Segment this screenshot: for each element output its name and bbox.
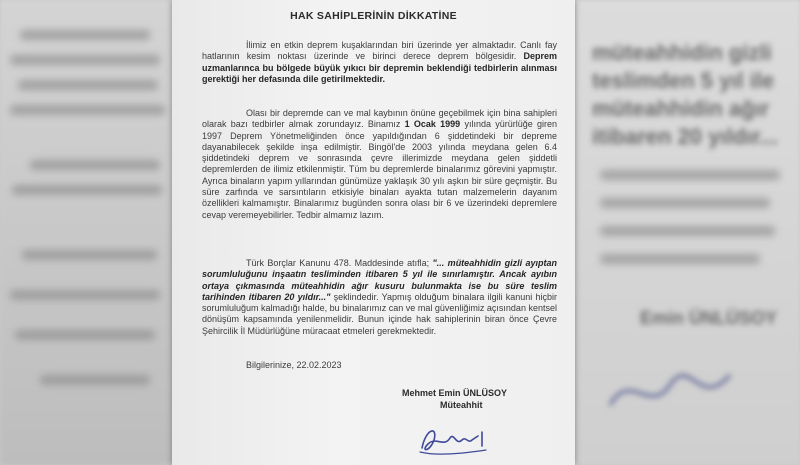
paragraph-1-text: İlimiz en etkin deprem kuşaklarından biri üzerinde yer almaktadır. Canlı fay hatlarının kesim noktası üzerinde ve birinci derece deprem bölgesidir.: [202, 40, 557, 62]
paragraph-1-bold: Deprem uzmanlarınca bu bölgede büyük yıkıcı bir depremin beklendiği tedbirlerin alınması gerektiği her defasında dile getirilmektedir.: [202, 51, 557, 84]
blurred-text: müteahhidin gizli: [592, 40, 772, 65]
paragraph-2-text-b: yılında yürürlüğe giren 1997 Deprem Yönetmeliğinden önce yapıldığından 6 şiddetindeki bir depreme dayanabilecek şekilde inşa edilmiştir. Bingöl'de 2003 yılında meydana gelen 6.4 şiddetindeki deprem ve sonrasında çevre illerimizde meydana gelen şiddetli depremlerden de ilimiz etkilenmiştir. Tüm bu depremlerde binalarımız görevini yapmıştır. Ayrıca binaların yapım yıllarından günümüze yaklaşık 30 yılı aşkın bir süre geçmiştir. Bu süre zarfında ve sarsıntıların etkisiyle binaları ayakta tutan malzemelerin dayanım özellikleri kalmamıştır. Binalarımız bugünden sonra olası bir 6 ve üzerindeki depremlere cevap veremeyebilirler. Tedbir almamız lazım.: [202, 119, 558, 220]
blurred-text: itibaren 20 yıldır...: [592, 124, 778, 149]
blurred-line: [12, 185, 162, 195]
blurred-line: [10, 290, 160, 300]
paragraph-3-text-b: şeklindedir. Yapmış olduğum binalara ilgili kanuni hiçbir sorumluluğum kalmadığı halde, bu binalarımız can ve mal güvenliğimiz açısından kentsel dönüşüm kapsamında yenilenmelidir. Bunun içinde hak sahiplerinin biran önce Çevre Şehircilik İl Müdürlüğüne müracaat etmeleri gerekmektedir.: [202, 291, 557, 336]
background-left-blurred: [0, 0, 175, 465]
blurred-line: [20, 30, 150, 40]
paragraph-1: [202, 40, 557, 85]
signer-title: Müteahhit: [440, 400, 483, 410]
paragraph-2-text-a: Olası bir depremde can ve mal kaybının önüne geçebilmek için bina sahipleri olarak bazı tedbirler almak zorundayız. Binamız: [202, 108, 557, 130]
blurred-line: [10, 105, 165, 115]
blurred-line: [600, 170, 780, 180]
blurred-text: müteahhidin ağır: [592, 96, 770, 121]
blurred-line: [15, 330, 155, 340]
blurred-line: [18, 80, 158, 90]
blurred-text: Emin ÜNLÜSOY: [640, 308, 778, 328]
closing-date: Bilgilerinize, 22.02.2023: [246, 360, 342, 370]
blurred-line: [40, 375, 150, 385]
blurred-line: [10, 55, 160, 65]
blurred-line: [30, 160, 160, 170]
law-quote: "... müteahhidin gizli ayıptan sorumluluğunu inşaatın tesliminden itibaren 5 yıl ile sınırlamıştır. Ancak ayıbın ortaya çıkmasında müteahhidin ağır kusuru bulunmakta ise bu süre teslim tarihinden itibaren 20 yıldır...": [202, 258, 557, 302]
blurred-line: [600, 254, 760, 264]
blurred-line: [600, 226, 775, 236]
blurred-line: [600, 198, 770, 208]
paragraph-3-text-a: Türk Borçlar Kanunu 478. Maddesinde atıfla;: [246, 258, 433, 268]
blurred-signature: [600, 360, 750, 420]
blurred-line: [22, 250, 157, 260]
document-title: HAK SAHİPLERİNİN DİKKATİNE: [290, 10, 457, 22]
signer-name: Mehmet Emin ÜNLÜSOY: [402, 388, 508, 398]
paragraph-2-date: 1 Ocak 1999: [404, 119, 461, 130]
paragraph-3: [202, 258, 557, 337]
handwritten-signature: [416, 418, 496, 458]
paragraph-2: [202, 108, 557, 221]
notice-paper: [172, 0, 575, 465]
blurred-text: teslimden 5 yıl ile: [592, 68, 775, 93]
